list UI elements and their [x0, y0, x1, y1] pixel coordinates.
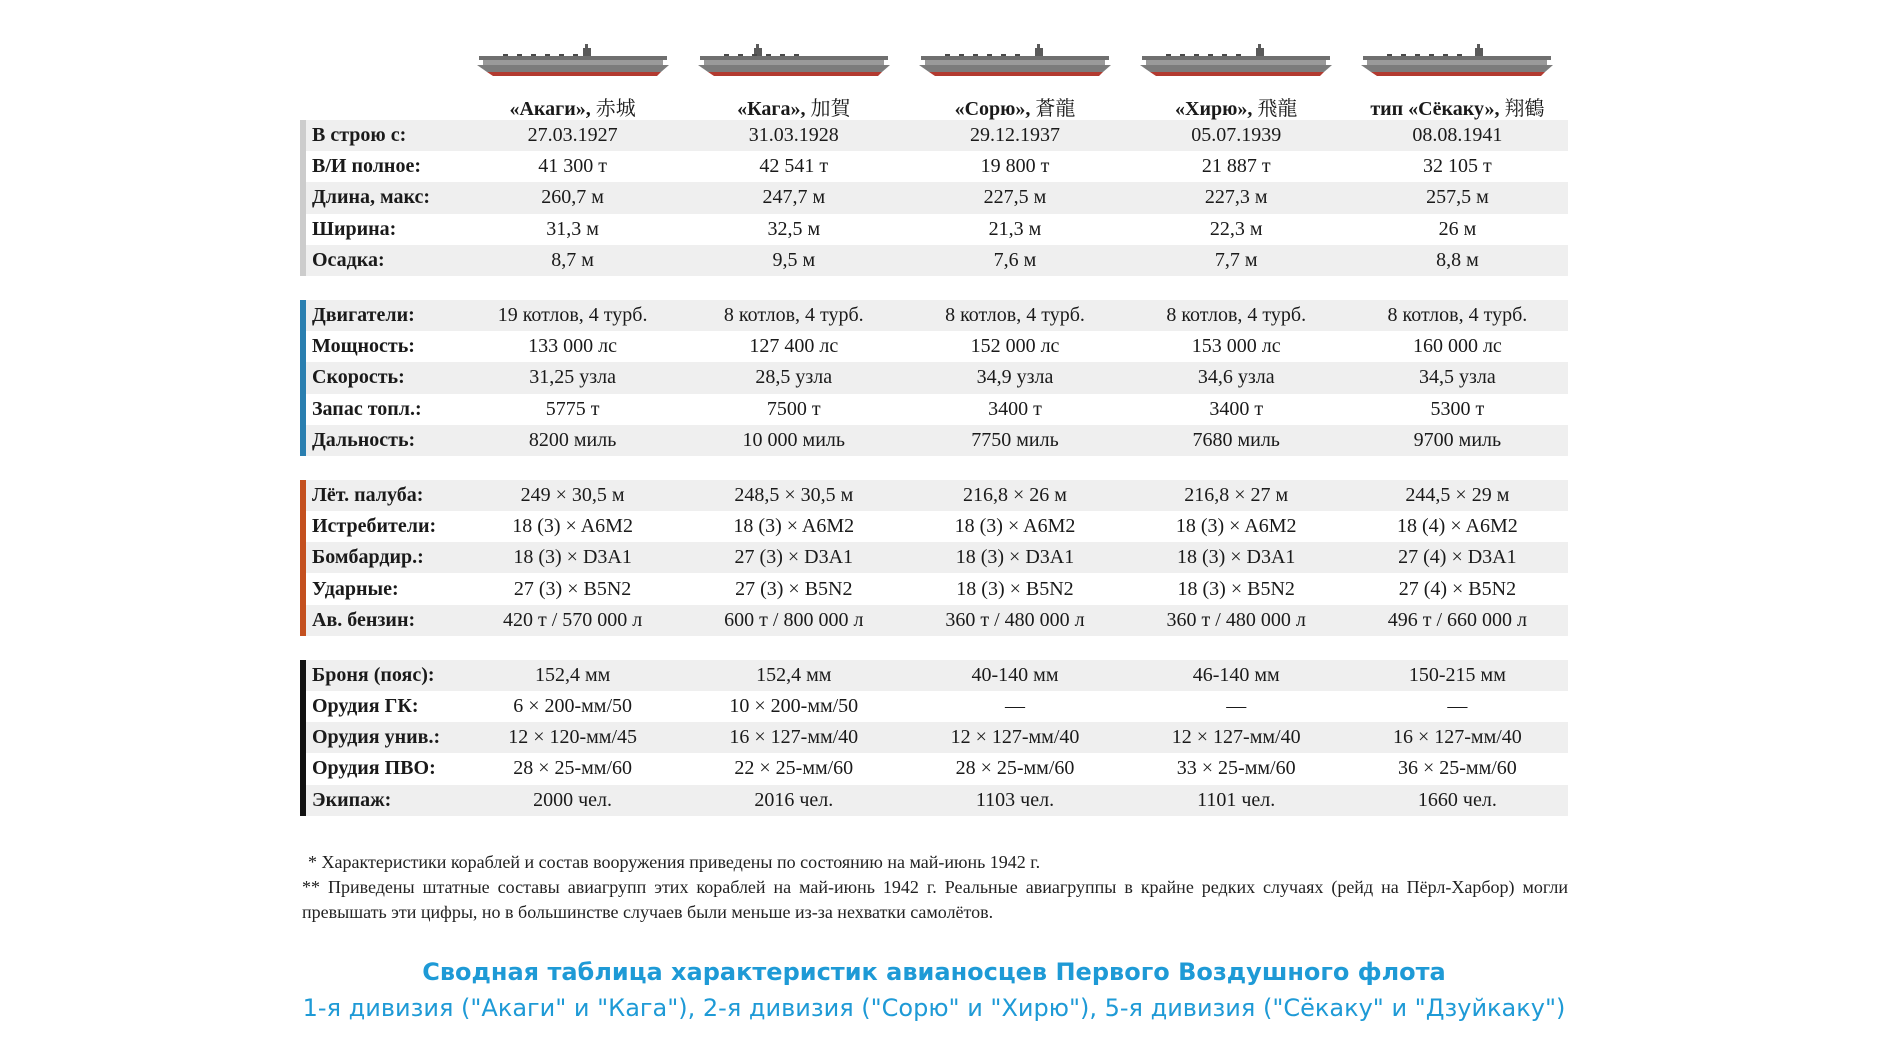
row-label: Длина, макс: — [312, 186, 431, 209]
carrier-silhouette-icon — [1357, 42, 1557, 78]
table-cell: 27 (3) × B5N2 — [735, 577, 853, 600]
table-cell: 496 т / 660 000 л — [1387, 608, 1528, 631]
table-cell: 420 т / 570 000 л — [502, 608, 643, 631]
table-row — [306, 785, 1568, 816]
table-cell: 31.03.1928 — [748, 124, 839, 147]
table-row — [306, 660, 1568, 691]
table-cell: 7500 т — [766, 397, 821, 420]
table-cell: 1101 чел. — [1197, 788, 1276, 811]
row-label: Орудия ГК: — [312, 695, 419, 718]
ship-column-header — [1347, 38, 1568, 121]
table-section-armament — [300, 660, 1568, 816]
table-cell: 29.12.1937 — [969, 124, 1060, 147]
table-cell: 152,4 мм — [534, 663, 611, 686]
table-cell: 8200 миль — [528, 428, 617, 451]
table-cell: 18 (3) × D3A1 — [513, 546, 632, 569]
table-cell: 6 × 200-мм/50 — [513, 695, 632, 718]
table-cell: 42 541 т — [759, 155, 829, 178]
ship-name — [1175, 92, 1297, 121]
table-cell: 18 (3) × A6M2 — [954, 515, 1076, 538]
table-row — [306, 605, 1568, 636]
row-label: В строю с: — [312, 124, 407, 147]
table-cell: 5775 т — [545, 397, 600, 420]
table-cell: 9,5 м — [772, 248, 816, 271]
table-cell: 27.03.1927 — [527, 124, 618, 147]
row-label: В/И полное: — [312, 155, 421, 178]
row-label: Ширина: — [312, 217, 397, 240]
table-cell: 3400 т — [1209, 397, 1264, 420]
table-cell: 40-140 мм — [971, 663, 1059, 686]
table-cell: 27 (3) × D3A1 — [734, 546, 854, 569]
table-cell: 127 400 лс — [749, 335, 839, 358]
table-cell: 152 000 лс — [970, 335, 1060, 358]
ship-name-kanji: 翔鶴 — [1504, 98, 1545, 120]
table-cell: 36 × 25-мм/60 — [1397, 757, 1517, 780]
table-cell: — — [1226, 695, 1247, 718]
table-cell: 7,6 м — [993, 248, 1037, 271]
table-cell: 18 (3) × A6M2 — [1175, 515, 1297, 538]
table-cell: 27 (4) × D3A1 — [1398, 546, 1517, 569]
table-section-machinery — [300, 300, 1568, 456]
table-cell: 160 000 лс — [1412, 335, 1502, 358]
caption — [300, 958, 1568, 1022]
table-cell: 216,8 × 27 м — [1184, 483, 1289, 506]
ship-name — [509, 92, 635, 121]
table-cell: 227,3 м — [1204, 186, 1268, 209]
table-cell: 28,5 узла — [755, 366, 833, 389]
table-cell: 8,7 м — [551, 248, 594, 271]
ship-column-header — [683, 38, 904, 121]
table-row — [306, 425, 1568, 456]
table-cell: 600 т / 800 000 л — [724, 608, 864, 631]
table-row — [306, 245, 1568, 276]
caption-subtitle: 1-я дивизия ("Акаги" и "Кага"), 2-я дивизия ("Сорю" и "Хирю"), 5-я дивизия ("Сёкаку" и "Дзуйкаку") — [302, 994, 1566, 1022]
table-cell: 18 (3) × A6M2 — [733, 515, 855, 538]
table-cell: 27 (4) × B5N2 — [1398, 577, 1517, 600]
table-cell: 150-215 мм — [1408, 663, 1506, 686]
table-cell: 2000 чел. — [533, 788, 613, 811]
carrier-silhouette-icon — [1136, 42, 1336, 78]
row-label: Ав. бензин: — [312, 608, 416, 631]
row-label: Осадка: — [312, 248, 385, 271]
footnote-1: * Характеристики кораблей и состав вооружения приведены по состоянию на май-июнь 1942 г. — [308, 852, 1041, 872]
table-cell: 360 т / 480 000 л — [945, 608, 1085, 631]
table-cell: 34,6 узла — [1197, 366, 1275, 389]
row-label: Бомбардир.: — [312, 546, 424, 569]
table-cell: 10 × 200-мм/50 — [729, 695, 859, 718]
ship-name-text: «Акаги», — [509, 98, 591, 120]
table-cell: 34,9 узла — [976, 366, 1054, 389]
row-label: Ударные: — [312, 577, 399, 600]
table-cell: 19 800 т — [980, 155, 1050, 178]
table-cell: 41 300 т — [538, 155, 607, 178]
ship-name-kanji: 赤城 — [595, 98, 636, 120]
row-label: Мощность: — [312, 335, 415, 358]
table-cell: 8 котлов, 4 турб. — [723, 304, 864, 327]
ship-name — [955, 92, 1076, 121]
table-cell: 28 × 25-мм/60 — [955, 757, 1075, 780]
table-cell: 18 (4) × A6M2 — [1397, 515, 1518, 538]
table-cell: 33 × 25-мм/60 — [1176, 757, 1296, 780]
table-row — [306, 480, 1568, 511]
row-label: Орудия ПВО: — [312, 757, 436, 780]
table-row — [306, 511, 1568, 542]
ship-column-header — [462, 38, 683, 121]
row-label: Двигатели: — [312, 304, 415, 327]
table-section-aviation — [300, 480, 1568, 636]
table-cell: 18 (3) × D3A1 — [1176, 546, 1296, 569]
table-row — [306, 573, 1568, 604]
table-cell: 9700 миль — [1413, 428, 1502, 451]
table-cell: — — [1447, 695, 1468, 718]
table-row — [306, 362, 1568, 393]
row-label: Скорость: — [312, 366, 405, 389]
table-cell: 32 105 т — [1423, 155, 1492, 178]
row-label: Лёт. палуба: — [312, 483, 424, 506]
table-cell: 05.07.1939 — [1191, 124, 1282, 147]
table-cell: 8 котлов, 4 турб. — [1166, 304, 1307, 327]
carrier-silhouette-icon — [915, 42, 1115, 78]
row-label: Экипаж: — [312, 788, 392, 811]
table-cell: 26 м — [1438, 217, 1477, 240]
table-cell: 7,7 м — [1214, 248, 1258, 271]
table-cell: 260,7 м — [541, 186, 604, 209]
row-label: Запас топл.: — [312, 397, 422, 420]
table-cell: 2016 чел. — [754, 788, 834, 811]
table-cell: 227,5 м — [983, 186, 1047, 209]
caption-title: Сводная таблица характеристик авианосцев Первого Воздушного флота — [422, 958, 1446, 986]
table-cell: 249 × 30,5 м — [520, 483, 625, 506]
table-cell: 08.08.1941 — [1412, 124, 1503, 147]
table-row — [306, 331, 1568, 362]
table-cell: 32,5 м — [767, 217, 821, 240]
table-cell: 18 (3) × B5N2 — [1177, 577, 1295, 600]
table-cell: 27 (3) × B5N2 — [513, 577, 632, 600]
ship-name-text: «Сорю», — [954, 98, 1031, 120]
table-cell: 22,3 м — [1209, 217, 1263, 240]
ship-name-kanji: 蒼龍 — [1035, 98, 1076, 120]
ship-name-kanji: 飛龍 — [1257, 98, 1298, 120]
table-cell: 31,3 м — [546, 217, 599, 240]
table-cell: 12 × 120-мм/45 — [508, 726, 637, 749]
table-cell: 21 887 т — [1201, 155, 1271, 178]
table-cell: 10 000 миль — [742, 428, 846, 451]
table-cell: 7680 миль — [1192, 428, 1280, 451]
table-cell: 21,3 м — [988, 217, 1042, 240]
table-cell: 16 × 127-мм/40 — [1392, 726, 1522, 749]
ship-name — [737, 92, 850, 121]
table-cell: 18 (3) × D3A1 — [955, 546, 1075, 569]
table-cell: 216,8 × 26 м — [963, 483, 1067, 506]
table-cell: 1660 чел. — [1417, 788, 1497, 811]
table-section-general — [300, 120, 1568, 276]
table-cell: 257,5 м — [1426, 186, 1489, 209]
table-row — [306, 542, 1568, 573]
table-cell: 22 × 25-мм/60 — [734, 757, 854, 780]
table-cell: 46-140 мм — [1192, 663, 1280, 686]
table-cell: 248,5 × 30,5 м — [734, 483, 854, 506]
carrier-silhouette-icon — [694, 42, 894, 78]
table-cell: 31,25 узла — [529, 366, 616, 389]
table-cell: 16 × 127-мм/40 — [729, 726, 859, 749]
row-label: Броня (пояс): — [312, 663, 435, 686]
ship-name-text: тип «Сёкаку», — [1370, 98, 1500, 120]
ship-name-kanji: 加賀 — [810, 98, 851, 120]
table-row — [306, 151, 1568, 182]
ship-name-text: «Кага», — [737, 98, 806, 120]
table-cell: 244,5 × 29 м — [1405, 483, 1510, 506]
table-row — [306, 691, 1568, 722]
row-label: Орудия унив.: — [312, 726, 441, 749]
table-cell: 1103 чел. — [975, 788, 1055, 811]
table-cell: 152,4 мм — [756, 663, 832, 686]
table-row — [306, 722, 1568, 753]
table-cell: 28 × 25-мм/60 — [513, 757, 632, 780]
table-row — [306, 182, 1568, 213]
table-cell: 7750 миль — [971, 428, 1059, 451]
table-cell: 18 (3) × A6M2 — [512, 515, 633, 538]
table-cell: 8 котлов, 4 турб. — [945, 304, 1085, 327]
ship-column-header — [904, 38, 1125, 121]
table-cell: 360 т / 480 000 л — [1166, 608, 1306, 631]
header-spacer — [300, 38, 462, 121]
ship-name-text: «Хирю», — [1175, 98, 1253, 120]
table-row — [306, 120, 1568, 151]
table-cell: 19 котлов, 4 турб. — [497, 304, 648, 327]
table-cell: 153 000 лс — [1191, 335, 1281, 358]
table-cell: 247,7 м — [762, 186, 826, 209]
table-row — [306, 300, 1568, 331]
table-row — [306, 214, 1568, 245]
table-row — [306, 394, 1568, 425]
ship-name — [1370, 92, 1544, 121]
table-cell: 8,8 м — [1436, 248, 1479, 271]
table-cell: 12 × 127-мм/40 — [950, 726, 1080, 749]
table-row — [306, 753, 1568, 784]
row-label: Истребители: — [312, 515, 437, 538]
table-cell: — — [1004, 695, 1025, 718]
table-cell: 12 × 127-мм/40 — [1171, 726, 1301, 749]
table-cell: 8 котлов, 4 турб. — [1387, 304, 1528, 327]
table-cell: 133 000 лс — [528, 335, 618, 358]
table-cell: 34,5 узла — [1419, 366, 1496, 389]
ship-column-header — [1126, 38, 1347, 121]
carrier-silhouette-icon — [473, 42, 673, 78]
footnote-2: ** Приведены штатные составы авиагрупп этих кораблей на май-июнь 1942 г. Реальные авиагруппы в крайне редких случаях (рейд на Пёрл-Харбор) могли превышать эти цифры, но в большинстве случаев были меньше из-за нехватки самолётов. — [302, 877, 1568, 922]
table-cell: 5300 т — [1430, 397, 1485, 420]
table-cell: 18 (3) × B5N2 — [956, 577, 1074, 600]
ships-header — [300, 38, 1568, 120]
row-label: Дальность: — [312, 428, 416, 451]
footnotes — [302, 850, 1568, 925]
spec-table — [300, 120, 1568, 840]
table-cell: 3400 т — [988, 397, 1042, 420]
